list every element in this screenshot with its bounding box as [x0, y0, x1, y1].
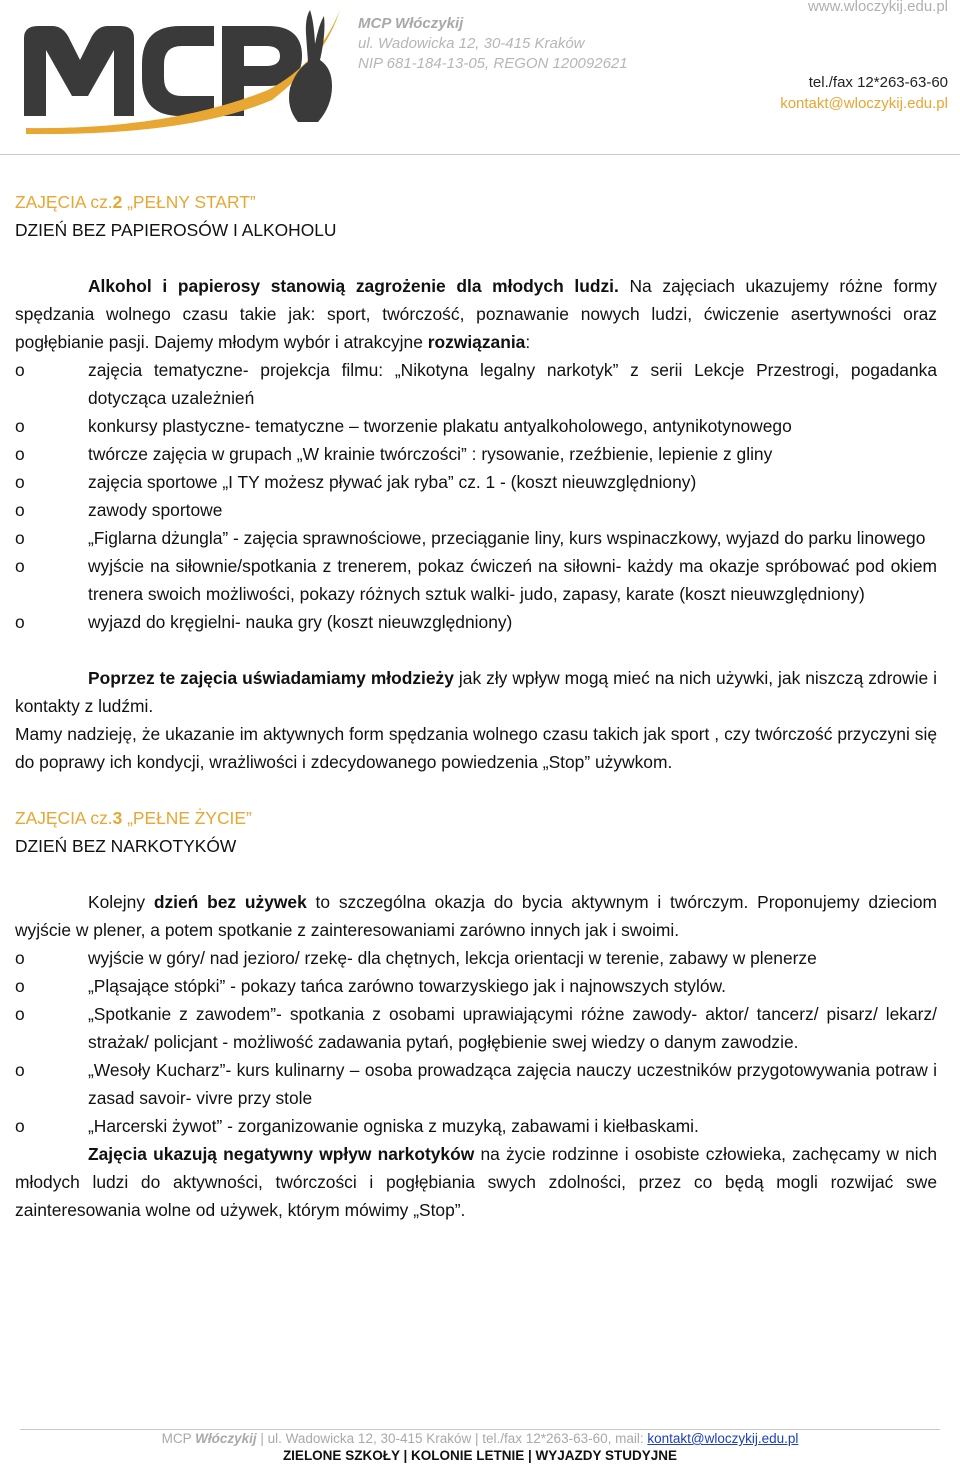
company-name: MCP Włóczykij — [358, 15, 464, 32]
company-info — [358, 14, 628, 74]
list-item: o „Wesoły Kucharz”- kurs kulinarny – osoba prowadząca zajęcia nauczy uczestników przygotowywania potraw i zasad savoir- vivre przy stole — [15, 1060, 937, 1108]
list-item: o zawody sportowe — [15, 500, 223, 520]
list-item: o zajęcia tematyczne- projekcja filmu: „Nikotyna legalny narkotyk” z serii Lekcje Przestrogi, pogadanka dotycząca uzależnień — [15, 360, 937, 408]
document-body — [15, 188, 937, 1224]
list-item: o wyjście na siłownie/spotkania z trenerem, pokaz ćwiczeń na siłowni- każdy ma okazje spróbować pod okiem trenera swoich możliwości, pokazy różnych sztuk walki- judo, zapasy, karate (koszt nieuwzględniony) — [15, 556, 937, 604]
website-link[interactable]: www.wloczykij.edu.pl — [807, 0, 948, 15]
email-link[interactable]: kontakt@wloczykij.edu.pl — [780, 95, 948, 112]
company-address: ul. Wadowicka 12, 30-415 Kraków — [358, 35, 585, 52]
list-item: o zajęcia sportowe „I TY możesz pływać jak ryba” cz. 1 - (koszt nieuwzględniony) — [15, 472, 697, 492]
list-item: o „Spotkanie z zawodem”- spotkania z osobami uprawiającymi różne zawody- aktor/ tancerz/ pisarz/ lekarz/ strażak/ policjant - możliwość zadawania pytań, pogłębienie swej wiedzy o danym zawodzie. — [15, 1004, 937, 1052]
section2-intro: Alkohol i papierosy stanowią zagrożenie dla młodych ludzi. Na zajęciach ukazujemy różne formy spędzania wolnego czasu takie jak: sport, twórczość, poznawanie nowych ludzi, ćwiczenie asertywności oraz pogłębianie pasji. Dajemy młodym wybór i atrakcyjne rozwiązania: — [15, 276, 937, 352]
section3-title: ZAJĘCIA cz.3 „PEŁNE ŻYCIE” — [15, 808, 252, 828]
list-item: o „Figlarna dżungla” - zajęcia sprawnościowe, przeciąganie liny, kurs wspinaczkowy, wyjazd do parku linowego — [15, 528, 926, 548]
contact-info — [780, 72, 948, 114]
section2-subtitle: DZIEŃ BEZ PAPIEROSÓW I ALKOHOLU — [15, 220, 337, 240]
list-item: o „Pląsające stópki” - pokazy tańca zarówno towarzyskiego jak i najnowszych stylów. — [15, 976, 726, 996]
section3-intro: Kolejny dzień bez używek to szczególna okazja do bycia aktywnym i twórczym. Proponujemy dzieciom wyjście w plener, a potem spotkanie z zainteresowaniami zarówno innych jak i swoimi. — [15, 892, 937, 940]
footer — [0, 1430, 960, 1464]
section3-subtitle: DZIEŃ BEZ NARKOTYKÓW — [15, 836, 237, 856]
footer-contact: MCP Włóczykij | ul. Wadowicka 12, 30-415 Kraków | tel./fax 12*263-63-60, mail: kontakt@wloczykij.edu.pl — [161, 1431, 799, 1446]
list-item: o wyjście w góry/ nad jezioro/ rzekę- dla chętnych, lekcja orientacji w terenie, zabawy w plenerze — [15, 948, 817, 968]
letterhead — [0, 0, 960, 156]
list-item: o konkursy plastyczne- tematyczne – tworzenie plakatu antyalkoholowego, antynikotynowego — [15, 416, 792, 436]
telfax: tel./fax 12*263-63-60 — [808, 74, 948, 91]
section2-title: ZAJĘCIA cz.2 „PEŁNY START” — [15, 192, 256, 212]
list-item: o twórcze zajęcia w grupach „W krainie twórczości” : rysowanie, rzeźbienie, lepienie z gliny — [15, 444, 773, 464]
footer-tagline: ZIELONE SZKOŁY | KOLONIE LETNIE | WYJAZDY STUDYJNE — [282, 1448, 678, 1463]
section2-list — [15, 356, 937, 636]
list-item: o wyjazd do kręgielni- nauka gry (koszt nieuwzględniony) — [15, 612, 513, 632]
header-divider — [0, 154, 960, 155]
company-registry: NIP 681-184-13-05, REGON 120092621 — [358, 55, 628, 72]
section2-summary: Poprzez te zajęcia uświadamiamy młodzieży jak zły wpływ mogą mieć na nich używki, jak niszczą zdrowie i kontakty z ludźmi. — [15, 668, 937, 716]
section3-summary: Zajęcia ukazują negatywny wpływ narkotyków na życie rodzinne i osobiste człowieka, zachęcamy w nich młodych ludzi do aktywności, twórczości i pogłębiania swych zdolności, przez co będą mogli rozwijać swe zainteresowania wolne od używek, którym mówimy „Stop”. — [15, 1144, 937, 1220]
section2-closing: Mamy nadzieję, że ukazanie im aktywnych form spędzania wolnego czasu takich jak sport , czy twórczość przyczyni się do poprawy ich kondycji, wrażliwości i zdecydowanego powiedzenia „Stop” używkom. — [15, 724, 937, 772]
mcp-logo — [18, 4, 348, 134]
footer-email-link[interactable]: kontakt@wloczykij.edu.pl — [647, 1431, 799, 1446]
list-item: o „Harcerski żywot” - zorganizowanie ogniska z muzyką, zabawami i kiełbaskami. — [15, 1116, 699, 1136]
section3-list — [15, 944, 937, 1140]
